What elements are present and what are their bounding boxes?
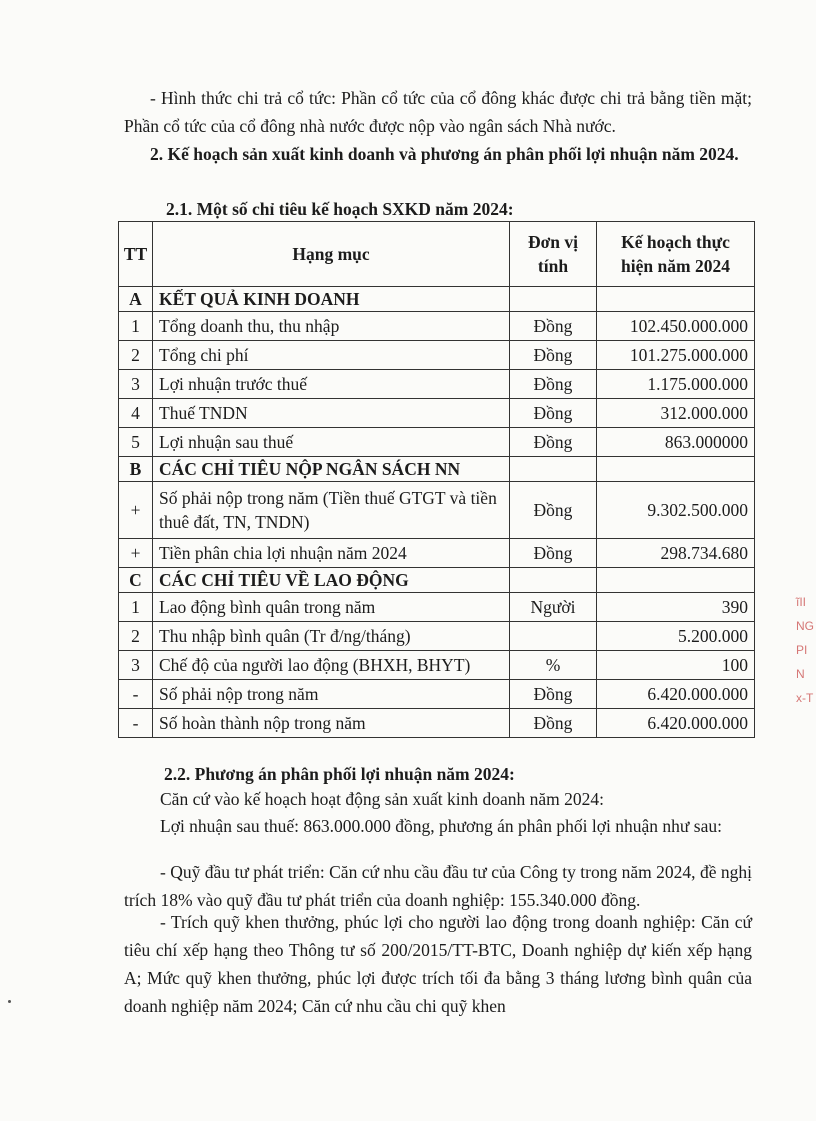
- row-number-cell: +: [119, 539, 153, 568]
- margin-speck: [8, 1000, 11, 1003]
- header-item: Hạng mục: [153, 222, 510, 287]
- row-number-cell: 2: [119, 341, 153, 370]
- row-number-cell: 1: [119, 593, 153, 622]
- row-unit-cell: [510, 622, 597, 651]
- table-row: [119, 593, 755, 622]
- row-unit-cell: %: [510, 651, 597, 680]
- table-section-row: [119, 287, 755, 312]
- table-row: [119, 399, 755, 428]
- row-item-cell: Tiền phân chia lợi nhuận năm 2024: [153, 539, 510, 568]
- row-item-cell: Lợi nhuận sau thuế: [153, 428, 510, 457]
- plan-indicators-table: [118, 221, 755, 738]
- row-item-cell: Tổng doanh thu, thu nhập: [153, 312, 510, 341]
- row-number-cell: -: [119, 709, 153, 738]
- row-value-cell: 312.000.000: [597, 399, 755, 428]
- row-number-cell: 2: [119, 622, 153, 651]
- row-value-cell: [597, 287, 755, 312]
- basis-paragraph: Căn cứ vào kế hoạch hoạt động sản xuất kinh doanh năm 2024:: [160, 789, 604, 809]
- header-tt: TT: [119, 222, 153, 287]
- section-2-1-heading: 2.1. Một số chỉ tiêu kế hoạch SXKD năm 2024:: [166, 199, 514, 219]
- table-row: [119, 622, 755, 651]
- row-value-cell: [597, 457, 755, 482]
- row-value-cell: 102.450.000.000: [597, 312, 755, 341]
- row-value-cell: 5.200.000: [597, 622, 755, 651]
- row-unit-cell: Đồng: [510, 680, 597, 709]
- table-row: [119, 680, 755, 709]
- row-value-cell: 6.420.000.000: [597, 680, 755, 709]
- table-section-row: [119, 457, 755, 482]
- row-item-cell: Tổng chi phí: [153, 341, 510, 370]
- row-number-cell: B: [119, 457, 153, 482]
- row-item-cell: Số phải nộp trong năm: [153, 680, 510, 709]
- row-unit-cell: Đồng: [510, 399, 597, 428]
- table-section-row: [119, 568, 755, 593]
- row-unit-cell: Đồng: [510, 341, 597, 370]
- row-item-cell: Thuế TNDN: [153, 399, 510, 428]
- row-number-cell: 5: [119, 428, 153, 457]
- row-item-cell: Lao động bình quân trong năm: [153, 593, 510, 622]
- row-number-cell: +: [119, 482, 153, 539]
- row-unit-cell: [510, 457, 597, 482]
- row-unit-cell: [510, 568, 597, 593]
- table-row: [119, 651, 755, 680]
- row-unit-cell: Đồng: [510, 709, 597, 738]
- table-row: [119, 539, 755, 568]
- row-value-cell: 390: [597, 593, 755, 622]
- row-value-cell: 9.302.500.000: [597, 482, 755, 539]
- header-unit: Đơn vị tính: [510, 222, 597, 287]
- row-item-cell: Chế độ của người lao động (BHXH, BHYT): [153, 651, 510, 680]
- table-row: [119, 482, 755, 539]
- table-row: [119, 312, 755, 341]
- table-row: [119, 341, 755, 370]
- header-plan: Kế hoạch thực hiện năm 2024: [597, 222, 755, 287]
- row-number-cell: 3: [119, 370, 153, 399]
- row-number-cell: -: [119, 680, 153, 709]
- row-value-cell: 101.275.000.000: [597, 341, 755, 370]
- table-header-row: [119, 222, 755, 287]
- row-number-cell: 3: [119, 651, 153, 680]
- row-item-cell: CÁC CHỈ TIÊU NỘP NGÂN SÁCH NN: [153, 457, 510, 482]
- table-row: [119, 370, 755, 399]
- row-value-cell: [597, 568, 755, 593]
- profit-after-tax-paragraph: Lợi nhuận sau thuế: 863.000.000 đồng, phương án phân phối lợi nhuận như sau:: [160, 816, 722, 836]
- row-item-cell: Số hoàn thành nộp trong năm: [153, 709, 510, 738]
- bonus-fund-paragraph: - Trích quỹ khen thưởng, phúc lợi cho người lao động trong doanh nghiệp: Căn cứ tiêu chí xếp hạng theo Thông tư số 200/2015/TT-BTC, Doanh nghiệp dự kiến xếp hạng A; Mức quỹ khen thưởng, phúc lợi được trích tối đa bằng 3 tháng lương bình quân của doanh nghiệp năm 2024; Căn cứ nhu cầu chi quỹ khen: [124, 912, 752, 1016]
- row-unit-cell: Đồng: [510, 539, 597, 568]
- row-number-cell: C: [119, 568, 153, 593]
- row-unit-cell: Đồng: [510, 370, 597, 399]
- section-2-2-heading: 2.2. Phương án phân phối lợi nhuận năm 2024:: [164, 764, 515, 784]
- row-value-cell: 6.420.000.000: [597, 709, 755, 738]
- table-row: [119, 709, 755, 738]
- row-value-cell: 863.000000: [597, 428, 755, 457]
- row-number-cell: 1: [119, 312, 153, 341]
- row-item-cell: KẾT QUẢ KINH DOANH: [153, 287, 510, 312]
- section-2-heading: 2. Kế hoạch sản xuất kinh doanh và phương án phân phối lợi nhuận năm 2024.: [150, 144, 739, 164]
- row-item-cell: Thu nhập bình quân (Tr đ/ng/tháng): [153, 622, 510, 651]
- dividend-form-paragraph: - Hình thức chi trả cổ tức: Phần cổ tức của cổ đông khác được chi trả bằng tiền mặt; Phần cổ tức của cổ đông nhà nước được nộp vào ngân sách Nhà nước.: [124, 88, 752, 136]
- row-item-cell: Số phải nộp trong năm (Tiền thuế GTGT và tiền thuê đất, TN, TNDN): [153, 482, 510, 539]
- row-item-cell: CÁC CHỈ TIÊU VỀ LAO ĐỘNG: [153, 568, 510, 593]
- row-number-cell: A: [119, 287, 153, 312]
- row-value-cell: 100: [597, 651, 755, 680]
- row-value-cell: 1.175.000.000: [597, 370, 755, 399]
- row-unit-cell: Đồng: [510, 428, 597, 457]
- table-row: [119, 428, 755, 457]
- row-unit-cell: Đồng: [510, 482, 597, 539]
- development-fund-paragraph: - Quỹ đầu tư phát triển: Căn cứ nhu cầu đầu tư của Công ty trong năm 2024, đề nghị trích 18% vào quỹ đầu tư phát triển của doanh nghiệp: 155.340.000 đồng.: [124, 862, 752, 910]
- row-value-cell: 298.734.680: [597, 539, 755, 568]
- row-unit-cell: Đồng: [510, 312, 597, 341]
- row-unit-cell: Người: [510, 593, 597, 622]
- table-body: [119, 287, 755, 738]
- row-item-cell: Lợi nhuận trước thuế: [153, 370, 510, 399]
- row-number-cell: 4: [119, 399, 153, 428]
- red-stamp-fragment: ĩII NG PI N x-T: [796, 595, 814, 705]
- row-unit-cell: [510, 287, 597, 312]
